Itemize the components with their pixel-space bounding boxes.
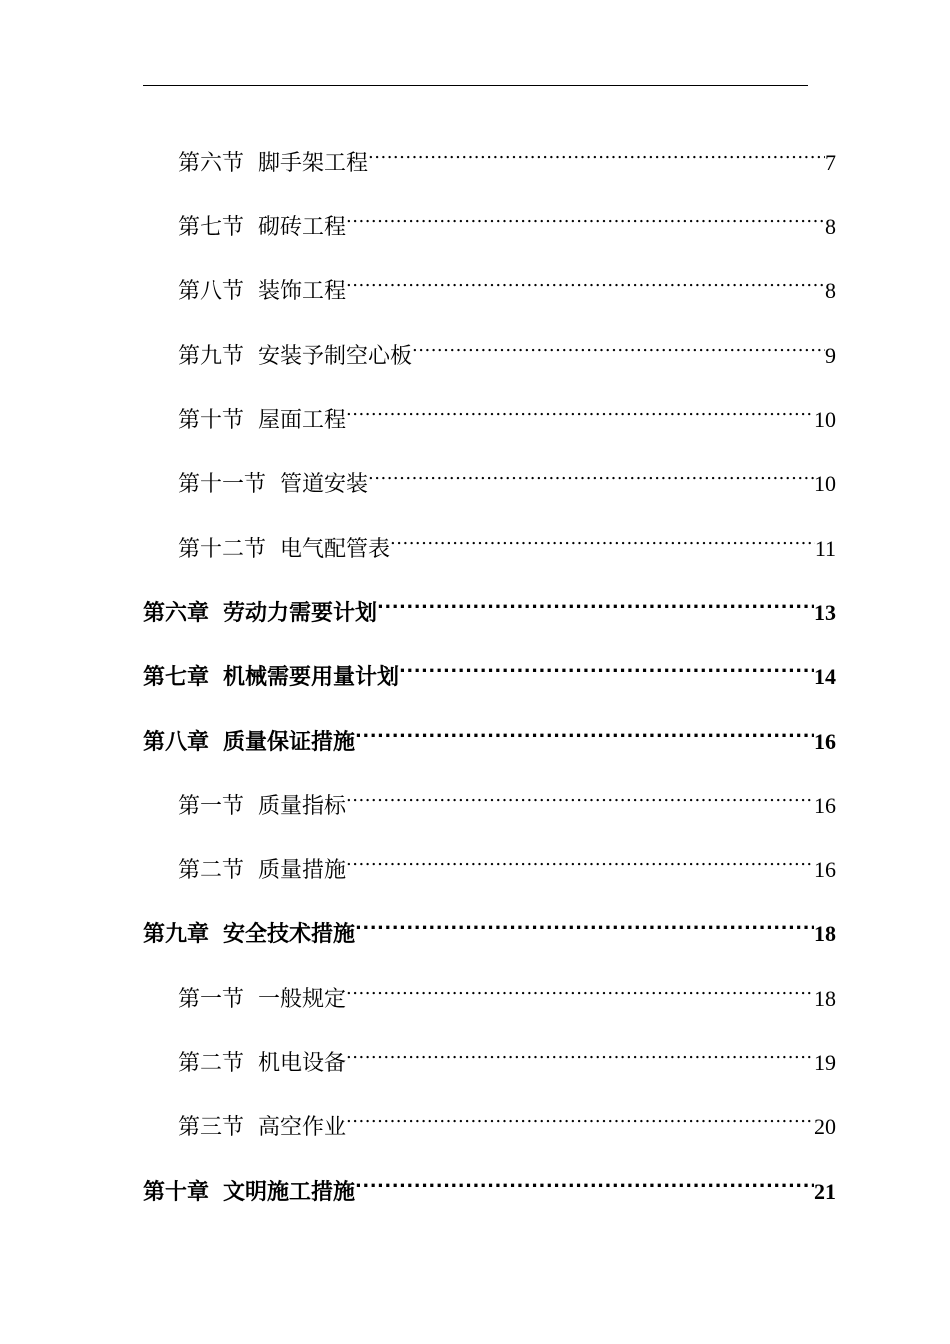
- toc-entry-page: 8: [825, 214, 836, 239]
- toc-chapter-entry[interactable]: [143, 709, 836, 755]
- toc-entry-title: 脚手架工程: [258, 151, 369, 176]
- toc-entry-number: 第九节: [178, 344, 245, 369]
- toc-entry-number: 第八节: [178, 279, 245, 304]
- toc-entry-title: 机械需要用量计划: [223, 665, 400, 690]
- toc-entry-page: 20: [814, 1114, 836, 1139]
- toc-entry-title: 安全技术措施: [223, 922, 356, 947]
- toc-dot-leader: [377, 580, 814, 620]
- toc-entry-number: 第十二节: [178, 537, 267, 562]
- toc-entry[interactable]: [178, 837, 836, 883]
- toc-entry-page: 8: [825, 278, 836, 303]
- toc-entry-number: 第九章: [143, 922, 210, 947]
- toc-entry-number: 第七节: [178, 215, 245, 240]
- toc-entry-title: 质量保证措施: [223, 730, 356, 755]
- toc-entry-page: 10: [814, 407, 836, 432]
- toc-dot-leader: [412, 323, 825, 363]
- toc-entry-number: 第十节: [178, 408, 245, 433]
- toc-dot-leader: [346, 773, 814, 813]
- toc-chapter-entry[interactable]: [143, 1159, 836, 1205]
- toc-entry-title: 高空作业: [258, 1115, 347, 1140]
- toc-entry[interactable]: [178, 966, 836, 1012]
- toc-entry-title: 机电设备: [258, 1051, 347, 1076]
- toc-chapter-entry[interactable]: [143, 580, 836, 626]
- toc-entry-number: 第一节: [178, 794, 245, 819]
- toc-entry-page: 18: [814, 921, 836, 946]
- toc-entry-page: 18: [814, 986, 836, 1011]
- toc-dot-leader: [355, 901, 814, 941]
- toc-entry-number: 第一节: [178, 987, 245, 1012]
- toc-entry-title: 装饰工程: [258, 279, 347, 304]
- toc-entry[interactable]: [178, 387, 836, 433]
- toc-entry-page: 9: [825, 343, 836, 368]
- toc-dot-leader: [399, 644, 814, 684]
- toc-entry-number: 第三节: [178, 1115, 245, 1140]
- toc-entry-page: 21: [814, 1179, 836, 1204]
- toc-dot-leader: [355, 709, 814, 749]
- toc-entry-title: 管道安装: [280, 472, 369, 497]
- toc-entry-title: 屋面工程: [258, 408, 347, 433]
- toc-entry-title: 质量措施: [258, 858, 347, 883]
- toc-entry-number: 第二节: [178, 1051, 245, 1076]
- toc-entry-page: 7: [825, 150, 836, 175]
- toc-entry-title: 电气配管表: [280, 537, 391, 562]
- toc-entry-page: 16: [814, 729, 836, 754]
- toc-dot-leader: [346, 1094, 814, 1134]
- toc-dot-leader: [346, 1030, 814, 1070]
- toc-dot-leader: [355, 1159, 814, 1199]
- toc-dot-leader: [346, 258, 825, 298]
- toc-entry-number: 第八章: [143, 730, 210, 755]
- toc-entry-page: 16: [814, 857, 836, 882]
- toc-chapter-entry[interactable]: [143, 901, 836, 947]
- toc-entry[interactable]: [178, 258, 836, 304]
- toc-entry-number: 第六节: [178, 151, 245, 176]
- toc-dot-leader: [346, 837, 814, 877]
- toc-entry[interactable]: [178, 130, 836, 176]
- toc-entry-page: 14: [814, 664, 836, 689]
- toc-entry[interactable]: [178, 1094, 836, 1140]
- toc-entry-title: 质量指标: [258, 794, 347, 819]
- toc-entry-number: 第十一节: [178, 472, 267, 497]
- header-rule: [143, 85, 808, 86]
- toc-chapter-entry[interactable]: [143, 644, 836, 690]
- toc-entry-title: 安装予制空心板: [258, 344, 413, 369]
- toc-entry-number: 第六章: [143, 601, 210, 626]
- toc-entry[interactable]: [178, 451, 836, 497]
- toc-entry-page: 16: [814, 793, 836, 818]
- toc-entry-title: 一般规定: [258, 987, 347, 1012]
- toc-entry[interactable]: [178, 773, 836, 819]
- toc-entry[interactable]: [178, 194, 836, 240]
- toc-dot-leader: [346, 194, 825, 234]
- toc-entry-title: 劳动力需要计划: [223, 601, 378, 626]
- toc-dot-leader: [346, 966, 814, 1006]
- toc-entry-number: 第二节: [178, 858, 245, 883]
- toc-entry-page: 11: [814, 536, 836, 561]
- toc-dot-leader: [390, 516, 815, 556]
- toc-entry-number: 第七章: [143, 665, 210, 690]
- toc-entry[interactable]: [178, 323, 836, 369]
- toc-entry-page: 10: [814, 471, 836, 496]
- toc-entry-title: 砌砖工程: [258, 215, 347, 240]
- toc-dot-leader: [368, 451, 814, 491]
- toc-dot-leader: [368, 130, 825, 170]
- toc-entry[interactable]: [178, 1030, 836, 1076]
- toc-entry-number: 第十章: [143, 1180, 210, 1205]
- toc-entry-title: 文明施工措施: [223, 1180, 356, 1205]
- toc-entry-page: 19: [814, 1050, 836, 1075]
- toc-entry-page: 13: [814, 600, 836, 625]
- toc-dot-leader: [346, 387, 814, 427]
- toc-entry[interactable]: [178, 516, 836, 562]
